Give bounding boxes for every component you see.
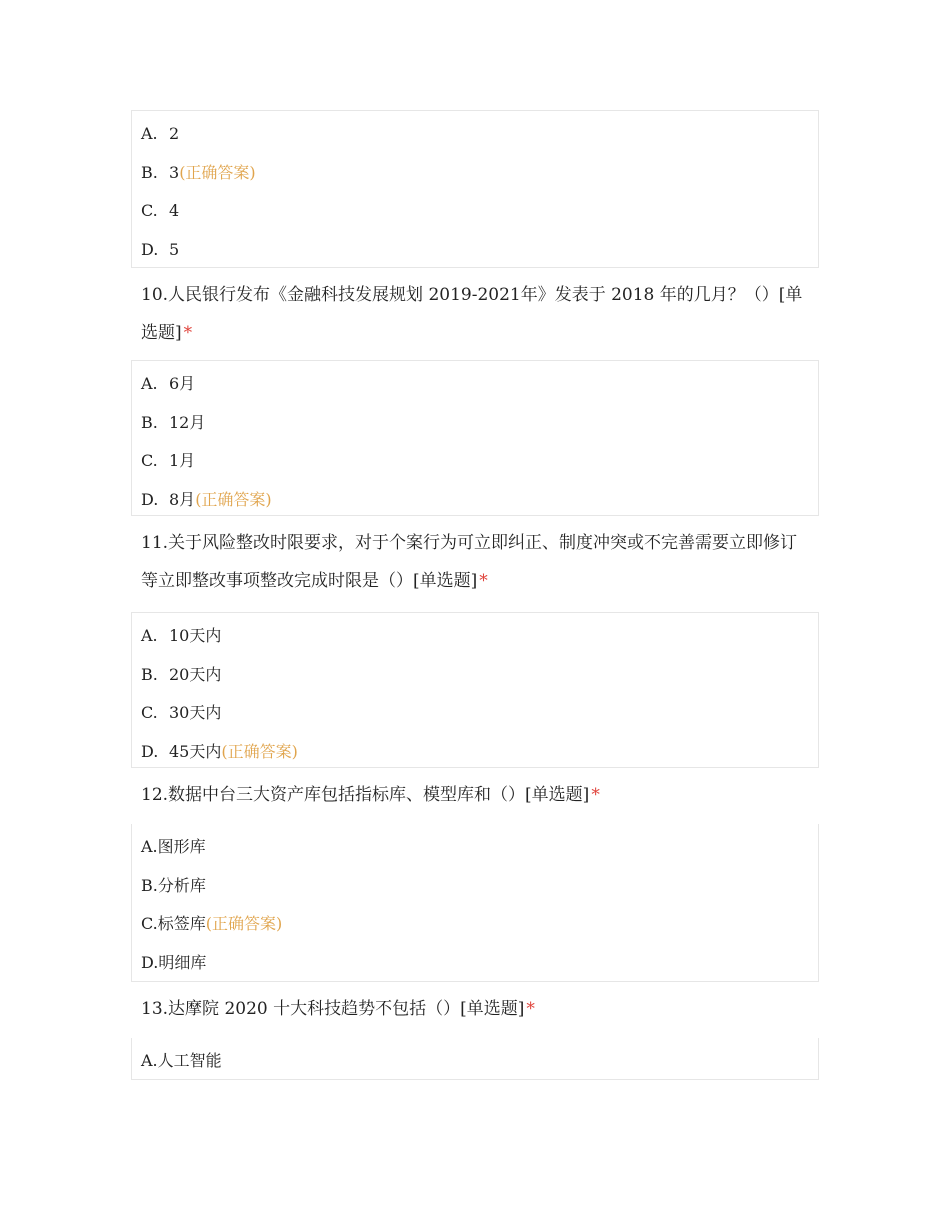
option-text: 12月	[169, 412, 206, 432]
option-letter: A.	[141, 837, 158, 856]
option-letter: A.	[141, 1051, 158, 1070]
question-type: [单选题]	[141, 285, 803, 343]
correct-answer-mark: (正确答案)	[205, 914, 283, 934]
option-text: 明细库	[158, 953, 207, 973]
q10-options	[131, 360, 819, 516]
question-type: [单选题]	[460, 999, 525, 1019]
question-type: [单选题]	[413, 571, 478, 591]
option-letter: D.	[141, 240, 159, 260]
q9-option-a[interactable]	[141, 115, 808, 154]
option-text: 10天内	[169, 626, 222, 645]
correct-answer-mark: (正确答案)	[221, 742, 298, 762]
option-letter: D.	[141, 742, 159, 762]
q10-option-a[interactable]	[141, 365, 808, 404]
q10-title	[131, 268, 819, 360]
question-text: 10.人民银行发布《金融科技发展规划 2019-2021年》发表于 2018 年的几月？（）	[141, 285, 779, 305]
option-text: 6月	[169, 374, 196, 393]
option-text: 45天内	[169, 742, 222, 762]
option-text: 分析库	[157, 875, 206, 895]
option-text: 人工智能	[157, 1051, 222, 1070]
option-text: 标签库	[157, 914, 206, 934]
q11-option-b[interactable]	[141, 656, 808, 695]
correct-answer-mark: (正确答案)	[195, 490, 272, 510]
option-text: 4	[169, 201, 180, 221]
quiz-page	[131, 110, 819, 1080]
required-star: *	[479, 571, 488, 591]
option-text: 2	[169, 124, 180, 143]
question-type: [单选题]	[525, 785, 590, 805]
question-text: 12.数据中台三大资产库包括指标库、模型库和（）	[141, 785, 526, 805]
correct-answer-mark: (正确答案)	[179, 162, 256, 182]
required-star: *	[183, 323, 193, 343]
option-letter: C.	[141, 451, 158, 471]
q12-options	[131, 824, 819, 982]
option-text: 30天内	[169, 703, 222, 723]
q11-option-d[interactable]	[141, 733, 808, 772]
q10-option-c[interactable]	[141, 442, 808, 481]
q10-option-b[interactable]	[141, 404, 808, 443]
option-letter: B.	[141, 412, 158, 432]
q11-title	[131, 516, 819, 612]
option-letter: A.	[141, 626, 158, 645]
option-text: 8月	[169, 490, 196, 510]
q13-option-a[interactable]	[141, 1042, 808, 1081]
question-text: 13.达摩院 2020 十大科技趋势不包括（）	[141, 999, 461, 1019]
q11-option-c[interactable]	[141, 694, 808, 733]
option-text: 3	[169, 162, 180, 182]
option-letter: D.	[141, 490, 159, 510]
q11-option-a[interactable]	[141, 617, 808, 656]
option-letter: B.	[141, 875, 158, 895]
q13-options	[131, 1038, 819, 1080]
q10-option-d[interactable]	[141, 481, 808, 520]
option-letter: C.	[141, 703, 158, 723]
option-letter: C.	[141, 914, 158, 934]
required-star: *	[526, 999, 535, 1019]
q12-option-a[interactable]	[141, 828, 808, 867]
option-text: 图形库	[157, 837, 206, 856]
q12-option-b[interactable]	[141, 867, 808, 906]
q12-option-d[interactable]	[141, 944, 808, 983]
option-letter: B.	[141, 664, 158, 684]
option-letter: A.	[141, 374, 158, 393]
option-text: 20天内	[169, 664, 222, 684]
option-letter: C.	[141, 201, 158, 221]
required-star: *	[591, 785, 600, 805]
q13-title	[131, 982, 819, 1038]
option-letter: D.	[141, 953, 159, 973]
q9-options	[131, 110, 819, 268]
option-text: 5	[169, 240, 180, 260]
q9-option-c[interactable]	[141, 192, 808, 231]
q11-options	[131, 612, 819, 768]
option-letter: B.	[141, 162, 158, 182]
q9-option-d[interactable]	[141, 231, 808, 270]
option-letter: A.	[141, 124, 158, 143]
option-text: 1月	[169, 451, 196, 471]
q12-option-c[interactable]	[141, 905, 808, 944]
q9-option-b[interactable]	[141, 154, 808, 193]
q12-title	[131, 768, 819, 824]
question-text: 11.关于风险整改时限要求，对于个案行为可立即纠正、制度冲突或不完善需要立即修订等立即整改事项整改完成时限是（）	[141, 533, 798, 591]
